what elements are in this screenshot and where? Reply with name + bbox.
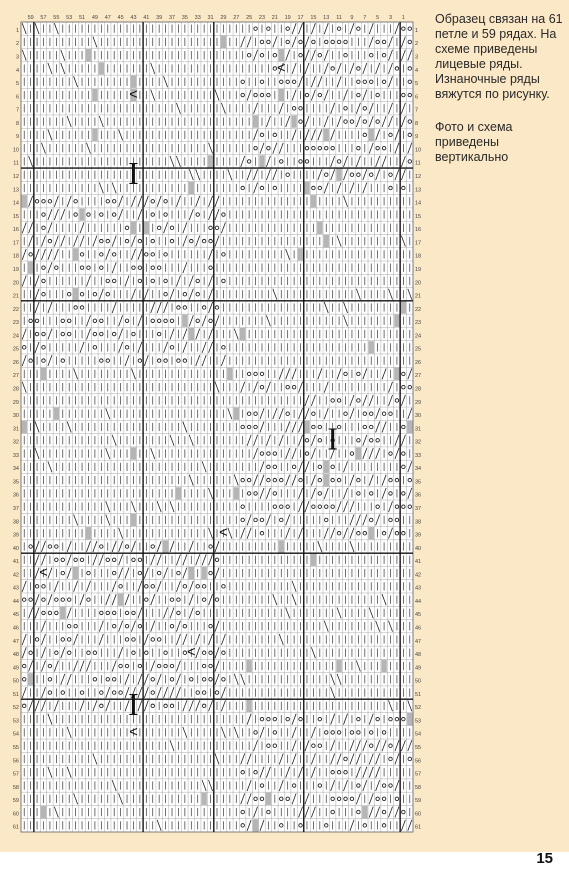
row-number-right: 22 bbox=[415, 306, 422, 313]
no-stitch-gray bbox=[253, 115, 258, 127]
no-stitch-gray bbox=[317, 222, 322, 234]
row-number-left: 34 bbox=[12, 466, 19, 473]
no-stitch-gray bbox=[259, 155, 264, 167]
no-stitch-gray bbox=[227, 368, 232, 380]
column-number: 59 bbox=[27, 15, 34, 21]
row-number-left: 31 bbox=[12, 426, 19, 433]
row-number-left: 52 bbox=[12, 705, 19, 712]
column-number: 15 bbox=[310, 15, 317, 21]
chart-notes bbox=[435, 12, 563, 183]
row-number-left: 45 bbox=[12, 612, 19, 619]
no-stitch-gray bbox=[401, 301, 406, 313]
row-number-right: 28 bbox=[415, 386, 422, 393]
row-number-right: 48 bbox=[415, 652, 422, 659]
row-number-left: 3 bbox=[15, 54, 19, 61]
row-number-right: 14 bbox=[415, 200, 422, 207]
row-number-right: 33 bbox=[415, 452, 422, 459]
row-number-left: 20 bbox=[12, 280, 19, 287]
row-number-right: 8 bbox=[415, 120, 419, 127]
row-number-right: 7 bbox=[415, 107, 419, 114]
row-number-left: 55 bbox=[12, 745, 19, 752]
column-number: 37 bbox=[168, 15, 176, 21]
row-number-left: 25 bbox=[12, 346, 19, 353]
row-number-right: 30 bbox=[415, 413, 422, 420]
row-number-left: 57 bbox=[12, 771, 19, 778]
no-stitch-gray bbox=[369, 341, 374, 353]
no-stitch-gray bbox=[221, 36, 226, 48]
row-number-left: 46 bbox=[12, 625, 19, 632]
row-number-right: 43 bbox=[415, 585, 422, 592]
row-number-left: 23 bbox=[12, 320, 19, 327]
row-number-left: 61 bbox=[12, 824, 19, 831]
row-number-right: 40 bbox=[415, 545, 422, 552]
no-stitch-gray bbox=[246, 700, 251, 712]
row-number-left: 49 bbox=[12, 665, 19, 672]
row-number-left: 21 bbox=[12, 293, 19, 300]
column-number: 1 bbox=[401, 15, 405, 21]
column-number: 9 bbox=[350, 15, 354, 21]
row-number-left: 60 bbox=[12, 811, 19, 818]
row-number-right: 46 bbox=[415, 625, 422, 632]
row-number-left: 59 bbox=[12, 798, 19, 805]
no-stitch-gray bbox=[234, 487, 239, 499]
row-number-right: 50 bbox=[415, 678, 422, 685]
row-number-left: 13 bbox=[12, 187, 19, 194]
row-number-right: 29 bbox=[415, 399, 422, 406]
row-number-left: 33 bbox=[12, 452, 19, 459]
double-decrease: < bbox=[129, 724, 138, 741]
no-stitch-gray bbox=[73, 567, 78, 579]
row-number-right: 31 bbox=[415, 426, 422, 433]
row-number-right: 15 bbox=[415, 213, 422, 220]
no-stitch-gray bbox=[73, 248, 78, 260]
row-number-right: 49 bbox=[415, 665, 422, 672]
row-number-left: 30 bbox=[12, 413, 19, 420]
row-number-left: 24 bbox=[12, 333, 19, 340]
no-stitch-gray bbox=[28, 262, 33, 274]
row-number-left: 22 bbox=[12, 306, 19, 313]
no-stitch-gray bbox=[99, 62, 104, 74]
column-number: 35 bbox=[181, 15, 188, 21]
row-number-right: 16 bbox=[415, 227, 422, 234]
row-number-right: 55 bbox=[415, 745, 422, 752]
row-number-right: 38 bbox=[415, 519, 422, 526]
row-number-left: 53 bbox=[12, 718, 19, 725]
no-stitch-gray bbox=[73, 288, 78, 300]
column-number: 3 bbox=[388, 15, 393, 21]
row-number-right: 51 bbox=[415, 691, 422, 698]
row-number-right: 3 bbox=[415, 54, 419, 61]
no-stitch-gray bbox=[394, 315, 399, 327]
row-number-left: 11 bbox=[13, 160, 19, 167]
row-number-left: 50 bbox=[12, 678, 19, 685]
no-stitch-gray bbox=[291, 115, 296, 127]
column-number: 55 bbox=[53, 15, 60, 21]
row-number-right: 25 bbox=[415, 346, 422, 353]
no-stitch-gray bbox=[22, 195, 27, 207]
row-number-right: 61 bbox=[415, 824, 422, 831]
row-number-right: 52 bbox=[415, 705, 422, 712]
column-number: 33 bbox=[194, 15, 201, 21]
column-number: 25 bbox=[246, 15, 253, 21]
no-stitch-gray bbox=[189, 182, 194, 194]
row-number-right: 20 bbox=[415, 280, 422, 287]
column-number: 53 bbox=[66, 15, 73, 21]
row-number-left: 36 bbox=[12, 492, 19, 499]
no-stitch-gray bbox=[304, 421, 309, 433]
knitting-chart bbox=[7, 8, 427, 843]
row-number-right: 35 bbox=[415, 479, 422, 486]
row-number-right: 44 bbox=[415, 598, 422, 605]
no-stitch-gray bbox=[131, 447, 136, 459]
row-number-left: 5 bbox=[15, 81, 19, 88]
no-stitch-gray bbox=[369, 129, 374, 141]
row-number-right: 34 bbox=[415, 466, 422, 473]
column-number: 27 bbox=[233, 15, 240, 21]
no-stitch-gray bbox=[41, 806, 46, 818]
row-number-right: 11 bbox=[415, 160, 421, 167]
no-stitch-gray bbox=[279, 540, 284, 552]
double-decrease: < bbox=[129, 87, 138, 104]
no-stitch-gray bbox=[60, 607, 65, 619]
row-number-right: 12 bbox=[415, 174, 422, 181]
row-number-left: 1 bbox=[15, 27, 19, 34]
no-stitch-gray bbox=[246, 660, 251, 672]
row-number-left: 12 bbox=[12, 174, 19, 181]
row-number-right: 32 bbox=[415, 439, 422, 446]
no-stitch-gray bbox=[208, 155, 213, 167]
row-number-right: 56 bbox=[415, 758, 422, 765]
no-stitch-gray bbox=[279, 89, 284, 101]
row-number-right: 45 bbox=[415, 612, 422, 619]
no-stitch-gray bbox=[182, 315, 187, 327]
double-decrease: < bbox=[39, 565, 48, 582]
no-stitch-gray bbox=[41, 368, 46, 380]
row-number-left: 32 bbox=[12, 439, 19, 446]
double-decrease: < bbox=[187, 644, 196, 661]
row-number-left: 18 bbox=[12, 253, 19, 260]
row-number-left: 39 bbox=[12, 532, 19, 539]
no-stitch-gray bbox=[407, 421, 412, 433]
row-number-right: 58 bbox=[415, 784, 422, 791]
column-marker: I bbox=[327, 421, 338, 457]
row-number-left: 10 bbox=[12, 147, 19, 154]
row-number-right: 57 bbox=[415, 771, 422, 778]
row-number-right: 47 bbox=[415, 638, 422, 645]
no-stitch-gray bbox=[311, 195, 316, 207]
row-number-right: 5 bbox=[415, 81, 419, 88]
no-stitch-gray bbox=[324, 461, 329, 473]
no-stitch-gray bbox=[176, 487, 181, 499]
no-stitch-gray bbox=[234, 408, 239, 420]
double-decrease: < bbox=[219, 525, 228, 542]
no-stitch-gray bbox=[381, 660, 386, 672]
row-number-left: 2 bbox=[15, 41, 19, 48]
double-decrease: < bbox=[276, 60, 286, 77]
column-number: 41 bbox=[143, 15, 150, 21]
column-number: 31 bbox=[207, 15, 214, 21]
page-number: 15 bbox=[536, 850, 553, 867]
column-number: 17 bbox=[297, 15, 304, 21]
row-number-left: 19 bbox=[12, 266, 19, 273]
row-number-right: 24 bbox=[415, 333, 422, 340]
chart-svg bbox=[7, 8, 427, 843]
no-stitch-gray bbox=[54, 408, 59, 420]
column-number: 21 bbox=[271, 15, 278, 21]
no-stitch-gray bbox=[324, 474, 329, 486]
row-number-left: 15 bbox=[12, 213, 19, 220]
no-stitch-gray bbox=[189, 567, 194, 579]
row-number-right: 10 bbox=[415, 147, 422, 154]
row-number-right: 42 bbox=[415, 572, 422, 579]
row-number-left: 58 bbox=[12, 784, 19, 791]
row-number-left: 4 bbox=[15, 67, 19, 74]
row-number-left: 48 bbox=[12, 652, 19, 659]
no-stitch-gray bbox=[131, 222, 136, 234]
row-number-right: 21 bbox=[415, 293, 422, 300]
no-stitch-gray bbox=[189, 328, 194, 340]
row-number-left: 44 bbox=[12, 598, 19, 605]
no-stitch-gray bbox=[266, 793, 271, 805]
no-stitch-gray bbox=[92, 129, 97, 141]
no-stitch-gray bbox=[369, 527, 374, 539]
row-number-right: 2 bbox=[415, 41, 419, 48]
row-number-right: 23 bbox=[415, 320, 422, 327]
row-number-right: 1 bbox=[415, 27, 419, 34]
orientation-note: Фото и схема приведены вертикально bbox=[435, 120, 513, 164]
row-number-left: 29 bbox=[12, 399, 19, 406]
row-number-right: 4 bbox=[415, 67, 419, 74]
row-number-left: 17 bbox=[12, 240, 19, 247]
row-number-right: 37 bbox=[415, 505, 422, 512]
no-stitch-gray bbox=[407, 713, 412, 725]
no-stitch-gray bbox=[163, 540, 168, 552]
column-number: 43 bbox=[130, 15, 137, 21]
no-stitch-gray bbox=[118, 593, 123, 605]
row-number-right: 17 bbox=[415, 240, 422, 247]
no-stitch-gray bbox=[240, 328, 245, 340]
no-stitch-gray bbox=[86, 527, 91, 539]
row-number-left: 54 bbox=[12, 731, 19, 738]
row-number-right: 36 bbox=[415, 492, 422, 499]
row-number-left: 47 bbox=[12, 638, 19, 645]
column-number: 29 bbox=[220, 15, 227, 21]
column-number: 47 bbox=[104, 15, 111, 21]
column-marker: I bbox=[128, 156, 139, 191]
row-number-right: 60 bbox=[415, 811, 422, 818]
row-number-right: 27 bbox=[415, 373, 422, 380]
column-number: 7 bbox=[363, 15, 367, 21]
column-number: 45 bbox=[117, 15, 124, 21]
no-stitch-gray bbox=[201, 793, 206, 805]
row-number-left: 43 bbox=[12, 585, 19, 592]
row-number-right: 9 bbox=[415, 134, 419, 141]
row-number-right: 13 bbox=[415, 187, 422, 194]
column-marker: I bbox=[128, 687, 139, 723]
no-stitch-gray bbox=[86, 49, 91, 61]
row-number-right: 59 bbox=[415, 798, 422, 805]
no-stitch-gray bbox=[362, 806, 367, 818]
no-stitch-gray bbox=[324, 129, 329, 141]
column-number: 57 bbox=[40, 15, 47, 21]
row-number-left: 16 bbox=[12, 227, 19, 234]
no-stitch-gray bbox=[92, 89, 97, 101]
no-stitch-gray bbox=[394, 368, 399, 380]
row-number-left: 8 bbox=[15, 120, 19, 127]
column-number: 39 bbox=[156, 15, 163, 21]
no-stitch-gray bbox=[336, 169, 341, 181]
column-number: 13 bbox=[323, 15, 330, 21]
row-number-left: 9 bbox=[15, 134, 19, 141]
no-stitch-gray bbox=[22, 421, 27, 433]
no-stitch-gray bbox=[201, 567, 206, 579]
no-stitch-gray bbox=[28, 673, 33, 685]
no-stitch-gray bbox=[79, 208, 84, 220]
row-number-right: 19 bbox=[415, 266, 422, 273]
column-number: 11 bbox=[336, 15, 342, 21]
no-stitch-gray bbox=[311, 554, 316, 566]
column-number: 19 bbox=[284, 15, 291, 21]
row-number-left: 28 bbox=[12, 386, 19, 393]
description-text: Образец связан на 61 петле и 59 рядах. На схеме приведены лицевые ряды. Изнаночные ряды вяжутся по рисунку. bbox=[435, 12, 563, 101]
row-number-right: 53 bbox=[415, 718, 422, 725]
row-number-left: 38 bbox=[12, 519, 19, 526]
column-number: 5 bbox=[376, 15, 380, 21]
row-number-left: 7 bbox=[15, 107, 19, 114]
row-number-right: 41 bbox=[415, 559, 422, 566]
no-stitch-gray bbox=[324, 235, 329, 247]
no-stitch-gray bbox=[253, 819, 258, 831]
row-number-right: 26 bbox=[415, 359, 422, 366]
row-number-right: 54 bbox=[415, 731, 422, 738]
no-stitch-gray bbox=[356, 447, 361, 459]
row-number-left: 42 bbox=[12, 572, 19, 579]
no-stitch-gray bbox=[304, 182, 309, 194]
row-number-left: 41 bbox=[12, 559, 19, 566]
column-number: 23 bbox=[258, 15, 266, 21]
column-number: 51 bbox=[78, 15, 86, 21]
row-number-left: 14 bbox=[12, 200, 19, 207]
no-stitch-gray bbox=[336, 660, 341, 672]
column-number: 49 bbox=[91, 15, 98, 21]
no-stitch-gray bbox=[131, 514, 136, 526]
row-number-left: 37 bbox=[12, 505, 19, 512]
row-number-left: 35 bbox=[12, 479, 19, 486]
row-number-right: 39 bbox=[415, 532, 422, 539]
row-number-left: 51 bbox=[12, 691, 19, 698]
row-number-right: 18 bbox=[415, 253, 422, 260]
row-number-left: 27 bbox=[12, 373, 19, 380]
no-stitch-gray bbox=[298, 248, 303, 260]
row-number-right: 6 bbox=[415, 94, 419, 101]
row-number-left: 6 bbox=[15, 94, 19, 101]
row-number-left: 26 bbox=[12, 359, 19, 366]
no-stitch-gray bbox=[144, 222, 149, 234]
row-number-left: 56 bbox=[12, 758, 19, 765]
row-number-left: 40 bbox=[12, 545, 19, 552]
